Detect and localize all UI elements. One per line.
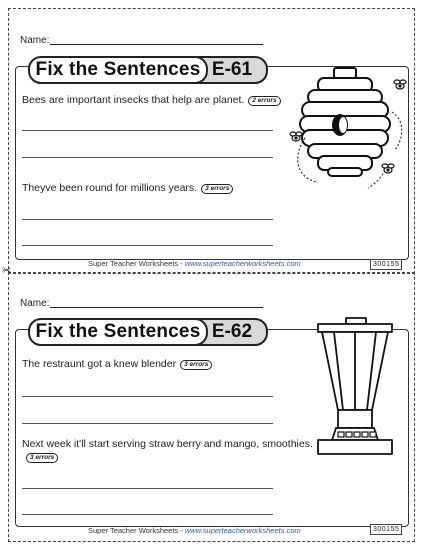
answer-line[interactable] bbox=[22, 245, 273, 246]
answer-line[interactable] bbox=[22, 130, 273, 131]
serial-number: 300155 bbox=[370, 524, 402, 535]
footer-text: Super Teacher Worksheets - bbox=[88, 259, 185, 268]
name-line bbox=[50, 44, 263, 45]
answer-line[interactable] bbox=[22, 219, 273, 220]
sentence-text: Bees are important insecks that help are planet. bbox=[22, 94, 245, 106]
scissors-icon: ✂ bbox=[2, 265, 12, 277]
serial-number: 300155 bbox=[370, 259, 402, 270]
worksheet-title: Fix the Sentences bbox=[28, 56, 208, 84]
answer-line[interactable] bbox=[22, 157, 273, 158]
answer-line[interactable] bbox=[22, 423, 273, 424]
error-count-badge: 3 errors bbox=[180, 360, 212, 370]
sentence-2 bbox=[22, 438, 322, 464]
name-line bbox=[50, 307, 263, 308]
error-count-badge: 2 errors bbox=[248, 96, 280, 106]
error-count-badge: 3 errors bbox=[201, 184, 233, 194]
name-label: Name: bbox=[20, 35, 50, 46]
answer-line[interactable] bbox=[22, 396, 273, 397]
footer-credit bbox=[88, 259, 301, 268]
worksheet-code: E-61 bbox=[196, 56, 268, 84]
sentence-text: Next week it'll start serving straw berry and mango, smoothies. bbox=[22, 438, 313, 450]
worksheet-code: E-62 bbox=[196, 318, 268, 346]
sentence-2 bbox=[22, 182, 233, 194]
error-count-badge: 3 errors bbox=[26, 453, 58, 463]
name-label: Name: bbox=[20, 298, 50, 309]
sentence-1 bbox=[22, 94, 281, 106]
footer-url[interactable]: www.superteacherworksheets.com bbox=[184, 259, 301, 268]
sentence-1 bbox=[22, 358, 212, 370]
sentence-text: The restraunt got a knew blender bbox=[22, 358, 177, 370]
footer-credit bbox=[88, 526, 301, 535]
sentence-text: Theyve been round for millions years. bbox=[22, 182, 198, 194]
worksheet-title: Fix the Sentences bbox=[28, 318, 208, 346]
answer-line[interactable] bbox=[22, 488, 273, 489]
footer-text: Super Teacher Worksheets - bbox=[88, 526, 185, 535]
answer-line[interactable] bbox=[22, 514, 273, 515]
footer-url[interactable]: www.superteacherworksheets.com bbox=[184, 526, 301, 535]
